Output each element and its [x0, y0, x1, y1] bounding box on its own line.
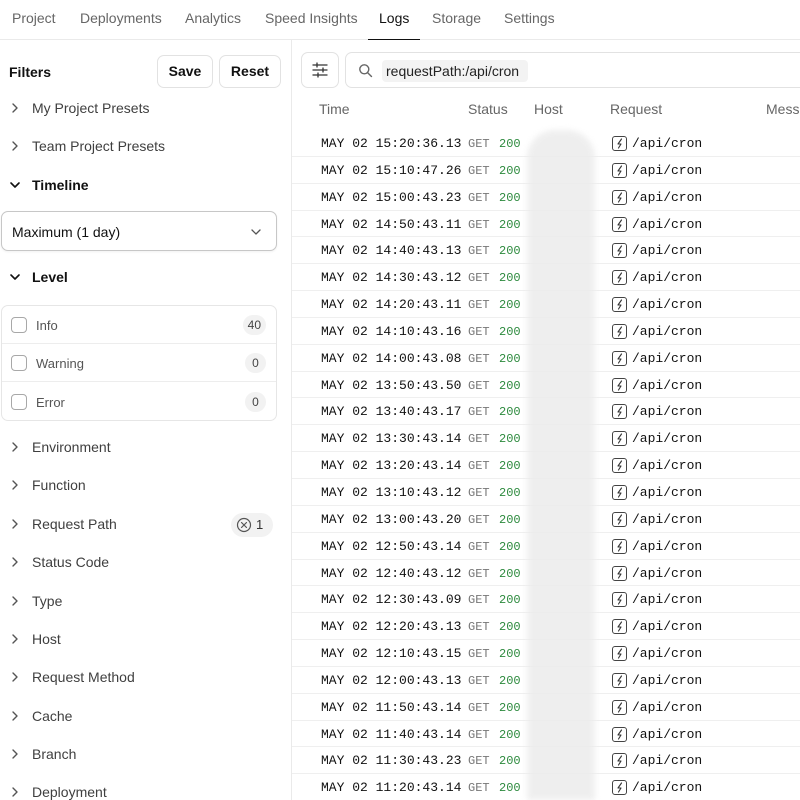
log-status-code: 200	[499, 566, 521, 581]
log-status-code: 200	[499, 673, 521, 688]
log-status-code: 200	[499, 137, 521, 151]
filters-title: Filters	[9, 64, 52, 80]
log-method: GET	[468, 673, 490, 688]
log-method: GET	[468, 405, 490, 420]
level-name: Info	[36, 318, 58, 333]
log-status-code: 200	[499, 512, 521, 527]
tab-settings[interactable]: Settings	[504, 10, 555, 26]
function-icon	[612, 458, 627, 473]
log-time: MAY 02 13:30:43.14	[321, 431, 462, 447]
log-status-code: 200	[499, 485, 521, 500]
section-label: Environment	[32, 439, 111, 455]
log-time: MAY 02 12:40:43.12	[321, 565, 462, 581]
section-label: My Project Presets	[32, 100, 150, 116]
level-options	[1, 305, 277, 421]
section-type[interactable]	[0, 587, 292, 617]
log-status-code: 200	[499, 298, 521, 313]
log-time: MAY 02 11:50:43.14	[321, 699, 462, 715]
tab-deployments[interactable]: Deployments	[80, 10, 162, 26]
level-option-warning[interactable]	[2, 344, 276, 382]
function-icon	[612, 324, 627, 339]
section-label: Host	[32, 631, 61, 647]
column-message[interactable]: Mess	[766, 101, 800, 117]
log-time: MAY 02 13:40:43.17	[321, 404, 462, 420]
log-status-code: 200	[499, 459, 521, 474]
log-request-path: /api/cron	[632, 270, 703, 286]
log-method: GET	[468, 485, 490, 500]
function-icon	[612, 539, 627, 554]
section-label: Level	[32, 269, 68, 285]
timeline-select-value: Maximum (1 day)	[12, 224, 121, 240]
section-team-project-presets[interactable]	[0, 132, 292, 162]
log-request-path: /api/cron	[632, 484, 703, 500]
filter-count: 1	[256, 517, 264, 532]
log-time: MAY 02 12:10:43.15	[321, 646, 462, 662]
function-icon	[612, 619, 627, 634]
column-time[interactable]: Time	[319, 101, 350, 117]
chevron-right-icon	[9, 671, 21, 683]
column-host[interactable]: Host	[534, 101, 563, 117]
log-method: GET	[468, 217, 490, 232]
log-method: GET	[468, 647, 490, 662]
log-request-path: /api/cron	[632, 431, 703, 447]
chevron-down-icon	[9, 179, 21, 191]
log-time: MAY 02 14:20:43.11	[321, 297, 462, 313]
section-label: Branch	[32, 746, 77, 762]
log-method: GET	[468, 432, 490, 447]
section-label: Timeline	[32, 177, 89, 193]
level-count: 0	[245, 392, 266, 412]
tab-analytics[interactable]: Analytics	[185, 10, 242, 26]
section-label: Request Path	[32, 516, 117, 532]
log-method: GET	[468, 163, 490, 178]
log-time: MAY 02 15:10:47.26	[321, 162, 462, 178]
top-nav	[0, 0, 800, 40]
function-icon	[612, 163, 627, 178]
log-time: MAY 02 13:10:43.12	[321, 484, 462, 500]
log-method: GET	[468, 271, 490, 286]
function-icon	[612, 297, 627, 312]
section-level[interactable]	[0, 263, 292, 293]
function-icon	[612, 190, 627, 205]
filters-sidebar	[0, 40, 292, 800]
log-method: GET	[468, 512, 490, 527]
function-icon	[612, 727, 627, 742]
log-method: GET	[468, 190, 490, 205]
log-method: GET	[468, 459, 490, 474]
log-method: GET	[468, 754, 490, 769]
section-environment[interactable]	[0, 433, 292, 463]
log-request-path: /api/cron	[632, 216, 703, 232]
log-status-code: 200	[499, 593, 521, 608]
log-time: MAY 02 13:50:43.50	[321, 377, 462, 393]
log-request-path: /api/cron	[632, 189, 703, 205]
tab-logs[interactable]: Logs	[379, 0, 409, 40]
chevron-down-icon	[9, 271, 21, 283]
log-method: GET	[468, 244, 490, 259]
log-time: MAY 02 11:40:43.14	[321, 726, 462, 742]
log-search-bar[interactable]	[345, 52, 800, 88]
chevron-right-icon	[9, 748, 21, 760]
section-branch[interactable]	[0, 740, 292, 770]
log-request-path: /api/cron	[632, 726, 703, 742]
level-option-info[interactable]	[2, 306, 276, 344]
chevron-right-icon	[9, 710, 21, 722]
log-method: GET	[468, 539, 490, 554]
log-status-code: 200	[499, 700, 521, 715]
section-label: Request Method	[32, 669, 135, 685]
log-status-code: 200	[499, 324, 521, 339]
chevron-right-icon	[9, 441, 21, 453]
log-status-code: 200	[499, 163, 521, 178]
log-method: GET	[468, 727, 490, 742]
log-time: MAY 02 15:00:43.23	[321, 189, 462, 205]
chevron-right-icon	[9, 556, 21, 568]
log-request-path: /api/cron	[632, 753, 703, 769]
level-name: Warning	[36, 356, 84, 371]
log-status-code: 200	[499, 620, 521, 635]
level-info-checkbox[interactable]	[11, 317, 27, 333]
log-status-code: 200	[499, 244, 521, 259]
toggle-filters-button[interactable]	[301, 52, 339, 88]
level-option-error[interactable]	[2, 383, 276, 421]
function-icon	[612, 217, 627, 232]
section-label: Status Code	[32, 554, 110, 570]
log-time: MAY 02 11:20:43.14	[321, 780, 462, 796]
section-status-code[interactable]	[0, 548, 292, 578]
function-icon	[612, 243, 627, 258]
log-request-path: /api/cron	[632, 646, 703, 662]
function-icon	[612, 700, 627, 715]
log-method: GET	[468, 593, 490, 608]
reset-button[interactable]: Reset	[219, 55, 281, 88]
log-request-path: /api/cron	[632, 350, 703, 366]
logs-table-header	[292, 91, 800, 127]
function-icon	[612, 646, 627, 661]
chevron-right-icon	[9, 102, 21, 114]
redacted-host-column	[527, 130, 595, 800]
section-label: Team Project Presets	[32, 138, 166, 154]
tab-project[interactable]: Project	[12, 10, 56, 26]
log-time: MAY 02 12:50:43.14	[321, 538, 462, 554]
log-request-path: /api/cron	[632, 672, 703, 688]
level-warning-checkbox[interactable]	[11, 355, 27, 371]
section-cache[interactable]	[0, 702, 292, 732]
section-my-project-presets[interactable]	[0, 94, 292, 124]
section-label: Function	[32, 477, 86, 493]
function-icon	[612, 431, 627, 446]
level-count: 0	[245, 353, 266, 373]
function-icon	[612, 753, 627, 768]
level-error-checkbox[interactable]	[11, 394, 27, 410]
section-label: Type	[32, 593, 63, 609]
function-icon	[612, 592, 627, 607]
log-time: MAY 02 11:30:43.23	[321, 753, 462, 769]
log-time: MAY 02 14:50:43.11	[321, 216, 462, 232]
chevron-right-icon	[9, 595, 21, 607]
log-status-code: 200	[499, 727, 521, 742]
log-request-path: /api/cron	[632, 377, 703, 393]
log-status-code: 200	[499, 217, 521, 232]
log-status-code: 200	[499, 647, 521, 662]
log-request-path: /api/cron	[632, 404, 703, 420]
log-time: MAY 02 12:20:43.13	[321, 619, 462, 635]
tab-speed-insights[interactable]: Speed Insights	[265, 10, 358, 26]
chevron-right-icon	[9, 518, 21, 530]
logs-panel	[292, 40, 800, 800]
search-query-token[interactable]: requestPath:/api/cron	[382, 60, 528, 82]
log-time: MAY 02 14:30:43.12	[321, 270, 462, 286]
function-icon	[612, 566, 627, 581]
log-request-path: /api/cron	[632, 780, 703, 796]
save-button[interactable]: Save	[157, 55, 213, 88]
log-time: MAY 02 14:10:43.16	[321, 323, 462, 339]
log-request-path: /api/cron	[632, 619, 703, 635]
log-method: GET	[468, 781, 490, 796]
log-status-code: 200	[499, 781, 521, 796]
log-request-path: /api/cron	[632, 297, 703, 313]
chevron-right-icon	[9, 786, 21, 798]
section-request-method[interactable]	[0, 663, 292, 693]
timeline-select[interactable]	[1, 211, 277, 251]
section-deployment[interactable]	[0, 778, 292, 800]
log-method: GET	[468, 620, 490, 635]
chevron-right-icon	[9, 479, 21, 491]
function-icon	[612, 512, 627, 527]
log-request-path: /api/cron	[632, 243, 703, 259]
section-host[interactable]	[0, 625, 292, 655]
section-function[interactable]	[0, 471, 292, 501]
log-method: GET	[468, 137, 490, 151]
level-count: 40	[243, 315, 266, 335]
function-icon	[612, 485, 627, 500]
function-icon	[612, 673, 627, 688]
log-status-code: 200	[499, 539, 521, 554]
sliders-icon	[311, 61, 329, 79]
log-request-path: /api/cron	[632, 565, 703, 581]
level-name: Error	[36, 395, 65, 410]
clear-circle-icon[interactable]	[236, 517, 252, 533]
log-method: GET	[468, 298, 490, 313]
search-icon	[358, 63, 373, 78]
log-status-code: 200	[499, 405, 521, 420]
log-time: MAY 02 15:20:36.13	[321, 136, 462, 151]
log-request-path: /api/cron	[632, 458, 703, 474]
section-label: Deployment	[32, 784, 107, 800]
log-method: GET	[468, 351, 490, 366]
function-icon	[612, 404, 627, 419]
log-time: MAY 02 14:40:43.13	[321, 243, 462, 259]
section-label: Cache	[32, 708, 73, 724]
function-icon	[612, 780, 627, 795]
log-request-path: /api/cron	[632, 699, 703, 715]
column-status[interactable]: Status	[468, 101, 508, 117]
function-icon	[612, 270, 627, 285]
log-request-path: /api/cron	[632, 538, 703, 554]
log-time: MAY 02 12:00:43.13	[321, 672, 462, 688]
tab-storage[interactable]: Storage	[432, 10, 482, 26]
log-request-path: /api/cron	[632, 136, 703, 151]
log-status-code: 200	[499, 190, 521, 205]
log-method: GET	[468, 324, 490, 339]
log-status-code: 200	[499, 432, 521, 447]
log-time: MAY 02 12:30:43.09	[321, 592, 462, 608]
log-status-code: 200	[499, 754, 521, 769]
log-status-code: 200	[499, 378, 521, 393]
function-icon	[612, 378, 627, 393]
log-method: GET	[468, 378, 490, 393]
section-timeline[interactable]	[0, 171, 292, 201]
log-request-path: /api/cron	[632, 511, 703, 527]
log-time: MAY 02 13:20:43.14	[321, 458, 462, 474]
log-request-path: /api/cron	[632, 592, 703, 608]
request-path-filter-badge[interactable]	[231, 513, 273, 537]
column-request[interactable]: Request	[610, 101, 663, 117]
log-method: GET	[468, 566, 490, 581]
log-time: MAY 02 13:00:43.20	[321, 511, 462, 527]
function-icon	[612, 136, 627, 151]
chevron-right-icon	[9, 140, 21, 152]
log-request-path: /api/cron	[632, 162, 703, 178]
log-time: MAY 02 14:00:43.08	[321, 350, 462, 366]
function-icon	[612, 351, 627, 366]
chevron-down-icon	[250, 226, 262, 238]
log-request-path: /api/cron	[632, 323, 703, 339]
log-status-code: 200	[499, 351, 521, 366]
log-method: GET	[468, 700, 490, 715]
chevron-right-icon	[9, 633, 21, 645]
log-status-code: 200	[499, 271, 521, 286]
